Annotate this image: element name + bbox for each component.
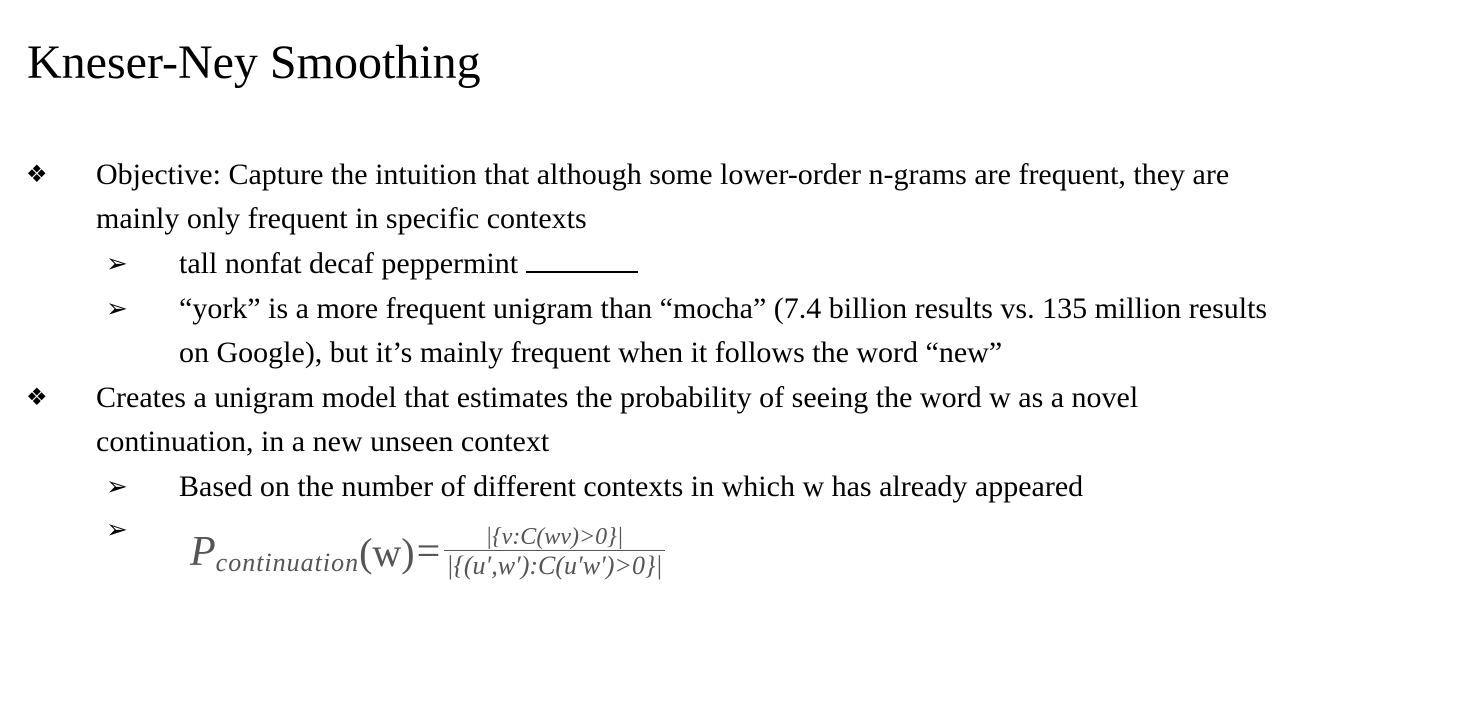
example-york-line-2: on Google), but it’s mainly frequent when it follows the word “new” — [179, 336, 1003, 369]
example-peppermint — [179, 242, 638, 286]
objective-line-1: Objective: Capture the intuition that although some lower-order n-grams are frequent, they are — [96, 158, 1230, 191]
formula-fraction — [444, 524, 664, 581]
diamond-bullet-icon: ❖ — [26, 162, 48, 188]
example-york-line-1: “york” is a more frequent unigram than “mocha” (7.4 billion results vs. 135 million results — [179, 292, 1268, 325]
continuation-probability-formula — [190, 512, 665, 592]
creates-line-1: Creates a unigram model that estimates the probability of seeing the word w as a novel — [96, 381, 1139, 414]
example-peppermint-text: tall nonfat decaf peppermint — [179, 247, 519, 280]
arrow-bullet-icon: ➢ — [106, 294, 128, 323]
creates-line-2: continuation, in a new unseen context — [96, 425, 550, 458]
based-on-line: Based on the number of different contexts in which w has already appeared — [179, 470, 1084, 503]
fill-in-blank — [526, 249, 638, 273]
formula-equals: = — [416, 529, 441, 575]
diamond-bullet-icon: ❖ — [26, 385, 48, 411]
arrow-bullet-icon: ➢ — [106, 515, 128, 544]
formula-p-symbol: P — [190, 529, 216, 575]
formula-subscript: continuation — [215, 548, 360, 577]
arrow-bullet-icon: ➢ — [106, 249, 128, 278]
formula-denominator: |{(u′,w′):C(u′w′)>0}| — [446, 550, 663, 580]
formula-argument: (w) — [359, 529, 415, 575]
objective-line-2: mainly only frequent in specific contexts — [96, 202, 587, 235]
formula-numerator: |{v:C(wv)>0}| — [485, 523, 624, 550]
arrow-bullet-icon: ➢ — [106, 472, 128, 501]
slide-title: Kneser-Ney Smoothing — [27, 36, 481, 89]
